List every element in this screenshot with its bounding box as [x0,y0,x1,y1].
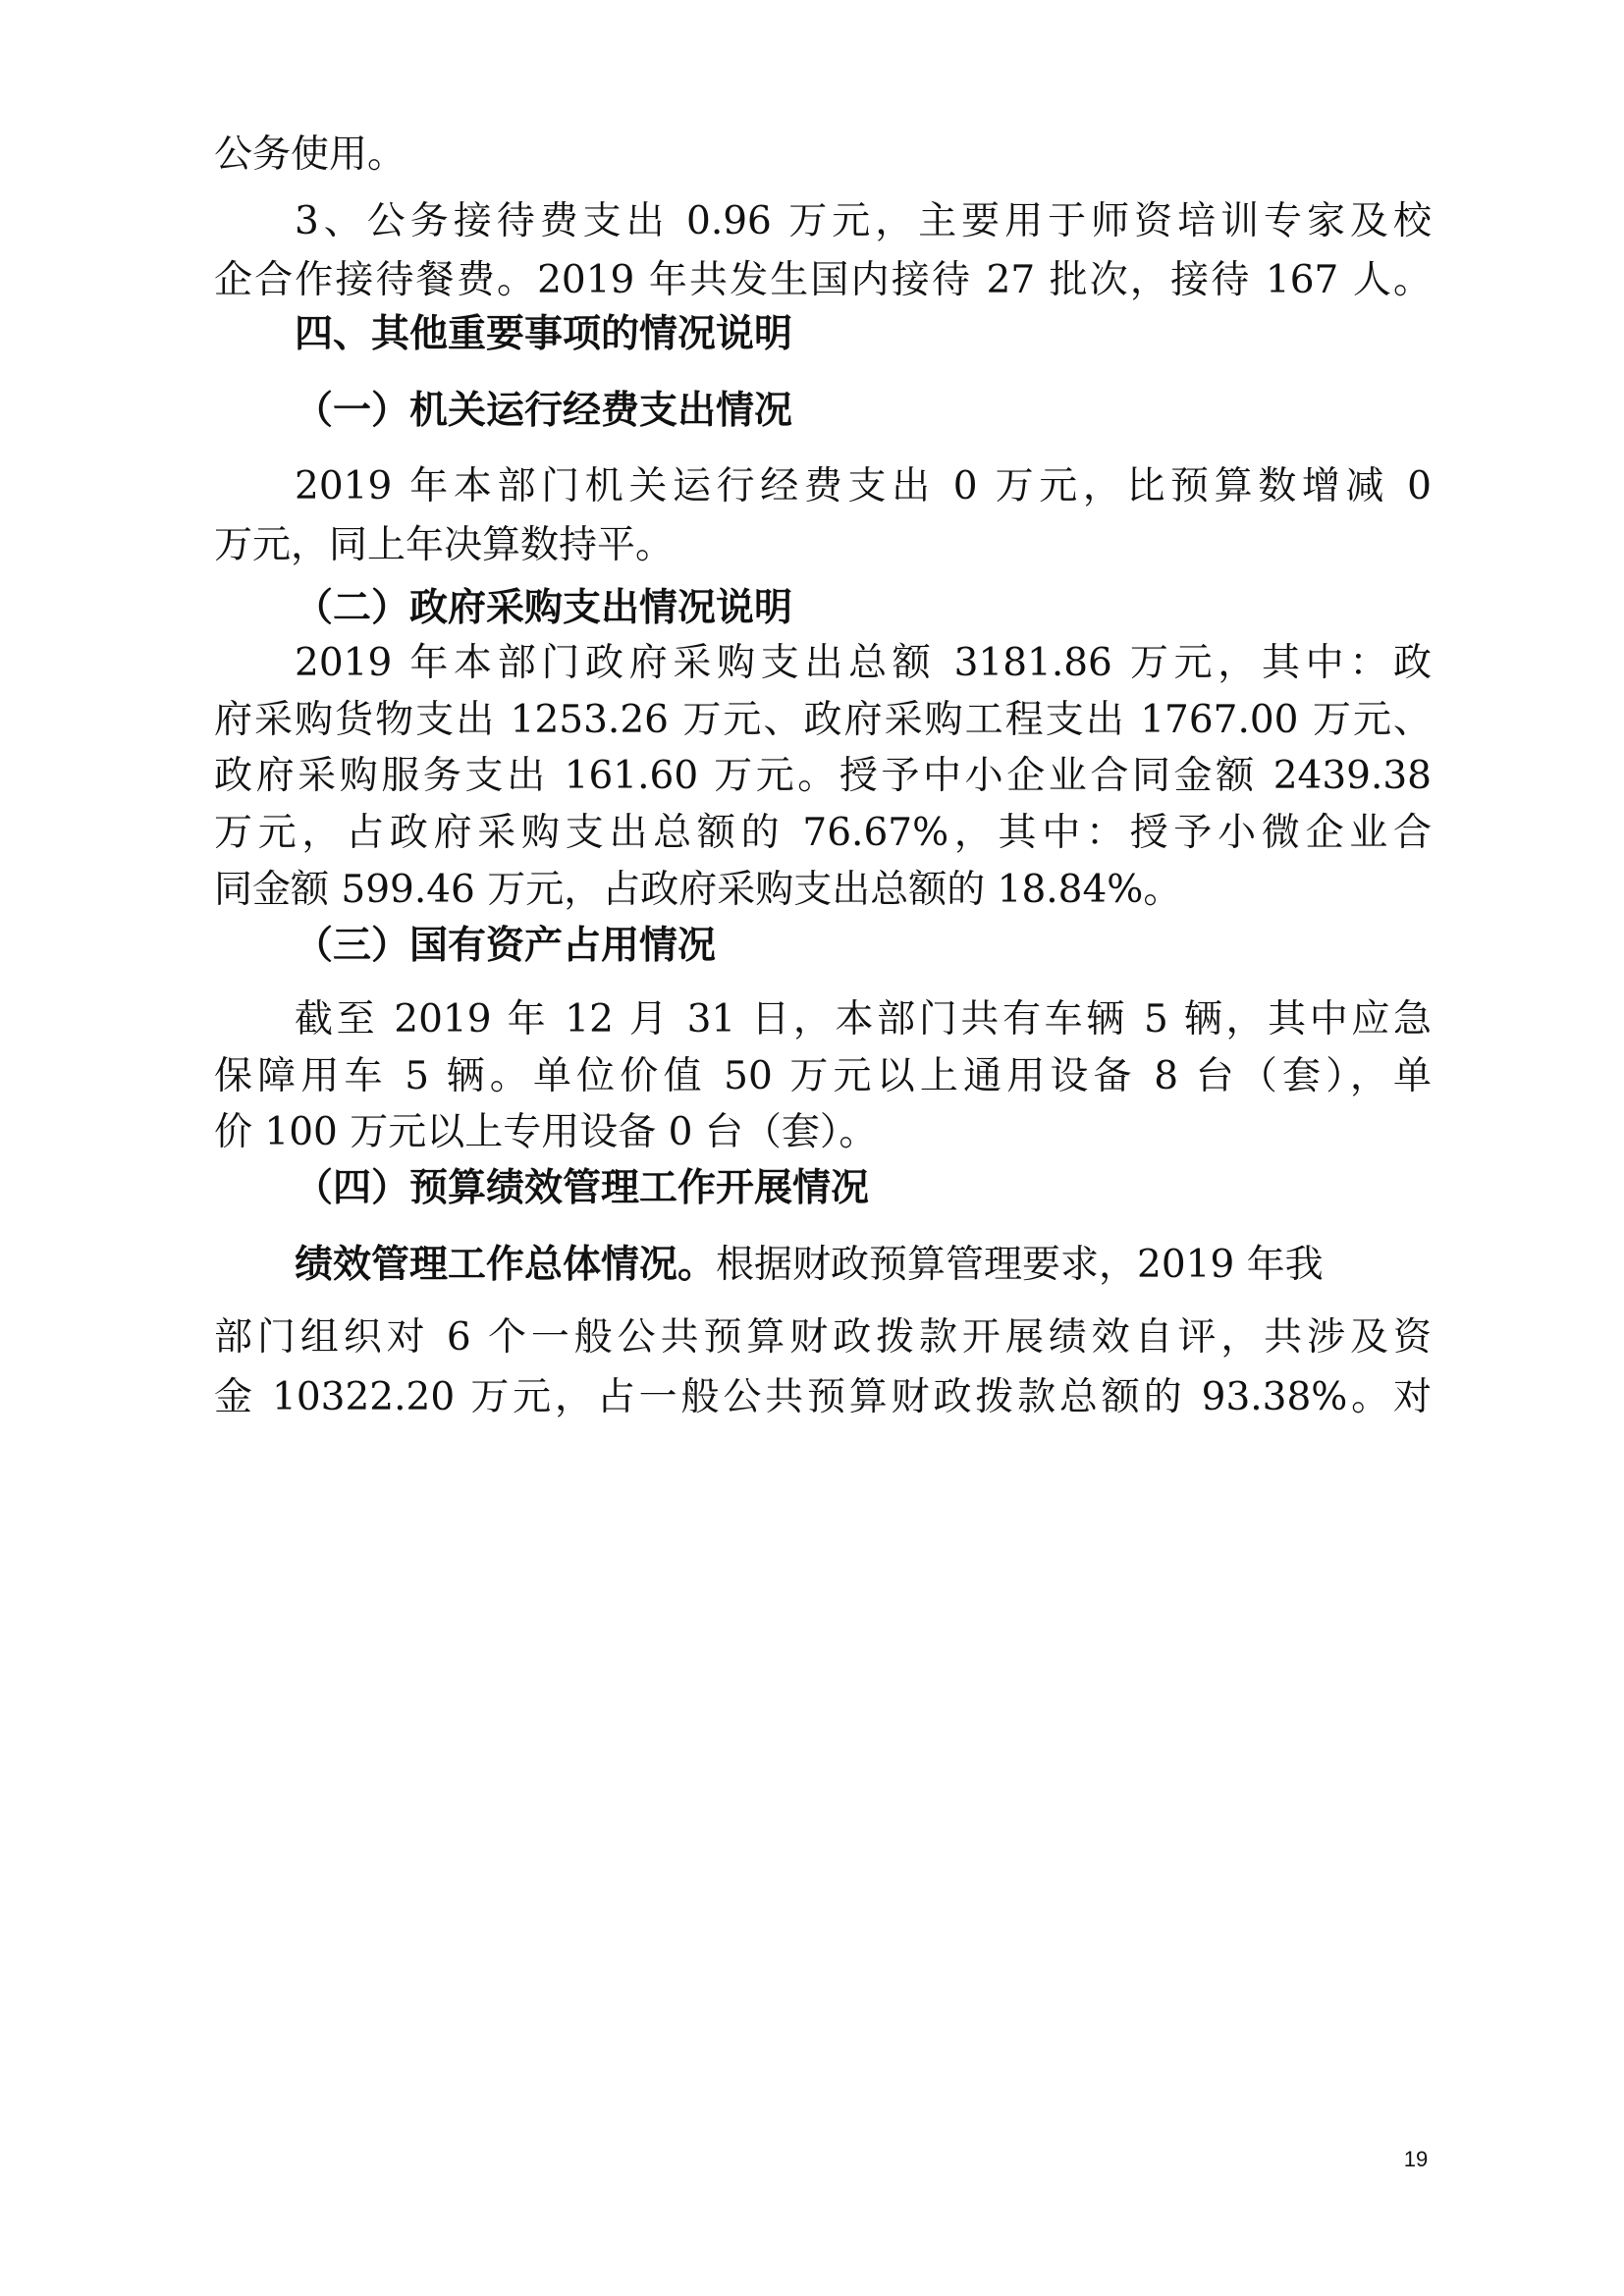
body-line: 价 100 万元以上专用设备 0 台（套）。 [214,1110,878,1154]
subsection-heading: （二）政府采购支出情况说明 [295,586,793,630]
section-heading: 四、其他重要事项的情况说明 [295,312,793,356]
page-number: 19 [1403,2147,1429,2171]
body-line: 政府采购服务支出 161.60 万元。授予中小企业合同金额 2439.38 [214,754,1432,798]
body-line: 万元，占政府采购支出总额的 76.67%，其中：授予小微企业合 [214,811,1432,855]
body-line: 同金额 599.46 万元，占政府采购支出总额的 18.84%。 [214,868,1182,912]
body-line: 2019 年本部门机关运行经费支出 0 万元，比预算数增减 0 [295,464,1432,508]
performance-lead: 绩效管理工作总体情况。 [295,1243,717,1287]
performance-paragraph-first-line [295,1240,1432,1291]
body-line: 企合作接待餐费。2019 年共发生国内接待 27 批次，接待 167 人。 [214,258,1432,302]
body-line: 截至 2019 年 12 月 31 日，本部门共有车辆 5 辆，其中应急 [295,997,1432,1041]
body-line: 2019 年本部门政府采购支出总额 3181.86 万元，其中：政 [295,641,1432,685]
subsection-heading: （一）机关运行经费支出情况 [295,389,793,433]
subsection-heading: （四）预算绩效管理工作开展情况 [295,1166,870,1210]
body-line: 万元，同上年决算数持平。 [214,523,675,567]
performance-rest: 根据财政预算管理要求，2019 年我 [716,1243,1324,1287]
body-line: 公务使用。 [214,133,406,177]
subsection-heading: （三）国有资产占用情况 [295,924,717,968]
body-line: 部门组织对 6 个一般公共预算财政拨款开展绩效自评，共涉及资 [214,1315,1432,1360]
body-line: 3、公务接待费支出 0.96 万元，主要用于师资培训专家及校 [295,199,1432,243]
body-line: 保障用车 5 辆。单位价值 50 万元以上通用设备 8 台（套），单 [214,1054,1432,1098]
body-line: 府采购货物支出 1253.26 万元、政府采购工程支出 1767.00 万元、 [214,698,1432,742]
body-line: 金 10322.20 万元，占一般公共预算财政拨款总额的 93.38%。对 [214,1375,1432,1419]
